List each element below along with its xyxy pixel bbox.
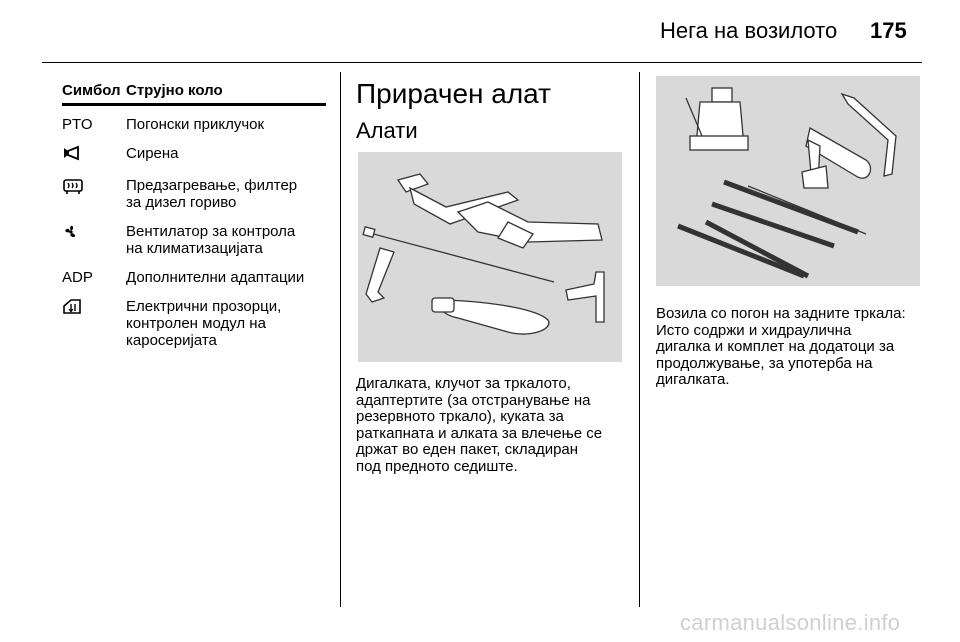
column-divider [639, 72, 640, 607]
symbol-text-pto: PTO [62, 116, 93, 133]
table-header-rule [62, 103, 326, 106]
header-rule [42, 62, 922, 63]
table-header-symbol: Симбол [62, 82, 121, 99]
page-header-title: Нега на возилото [660, 18, 838, 43]
section-title: Прирачен алат [356, 78, 551, 109]
rwd-tools-illustration [656, 76, 920, 286]
circuit-line: Вентилатор за контрола [126, 223, 296, 240]
circuit-line: Предзагревање, филтер [126, 177, 298, 194]
paragraph-line: резервното тркало), куката за [356, 408, 564, 425]
circuit-line: Електрични прозорци, [126, 298, 282, 315]
circuit-cell [126, 116, 326, 133]
tools-illustration [358, 152, 622, 362]
table-row [62, 223, 326, 257]
power-window-icon [62, 298, 82, 316]
table-row [62, 269, 326, 286]
circuit-cell [126, 269, 326, 286]
circuit-line: Погонски приклучок [126, 116, 265, 133]
paragraph-line: раткапната и алката за влечење се [356, 424, 603, 442]
symbol-table [62, 82, 326, 349]
circuit-line: Сирена [126, 145, 179, 162]
symbol-text-adp: ADP [62, 269, 93, 286]
symbol-cell [62, 177, 126, 211]
table-header-circuit: Струјно коло [126, 82, 223, 99]
circuit-cell [126, 298, 326, 349]
paragraph-line: адаптертите (за отстранување на [356, 391, 591, 409]
symbol-cell [62, 298, 126, 349]
table-header [62, 82, 326, 100]
symbol-cell [62, 145, 126, 165]
section-subtitle: Алати [356, 118, 418, 143]
watermark: carmanualsonline.info [680, 610, 901, 635]
paragraph-line: дигалка и комплет на додатоци за [656, 338, 895, 355]
tools-description [356, 376, 636, 475]
rwd-tools-drawing [656, 76, 920, 286]
paragraph-line: продолжување, за употерба на [656, 354, 873, 372]
paragraph-line: Дигалката, клучот за тркалото, [356, 375, 571, 392]
circuit-line: Дополнителни адаптации [126, 269, 305, 286]
circuit-cell [126, 223, 326, 257]
symbol-cell [62, 223, 126, 257]
circuit-line: каросеријата [126, 332, 217, 349]
circuit-cell [126, 177, 326, 211]
circuit-line: на климатизацијата [126, 240, 263, 257]
symbol-cell [62, 116, 126, 133]
circuit-line: за дизел гориво [126, 194, 237, 211]
paragraph-line: дигалката. [656, 371, 730, 388]
symbol-cell [62, 269, 126, 286]
circuit-line: контролен модул на [126, 315, 266, 332]
rwd-tools-description [656, 306, 936, 389]
paragraph-line: Возила со погон на задните тркала: [656, 305, 906, 322]
paragraph-line: Исто содржи и хидраулична [656, 321, 852, 339]
horn-icon [62, 145, 80, 161]
table-row [62, 177, 326, 211]
table-row [62, 145, 326, 165]
page-number: 175 [870, 18, 907, 43]
column-divider [340, 72, 341, 607]
fan-icon [62, 223, 80, 241]
paragraph-line: држат во еден пакет, складиран [356, 441, 579, 458]
paragraph-line: под предното седиште. [356, 457, 518, 475]
diesel-filter-heater-icon [62, 177, 84, 195]
table-row [62, 116, 326, 133]
table-row [62, 298, 326, 349]
tools-drawing [358, 152, 622, 362]
circuit-cell [126, 145, 326, 165]
